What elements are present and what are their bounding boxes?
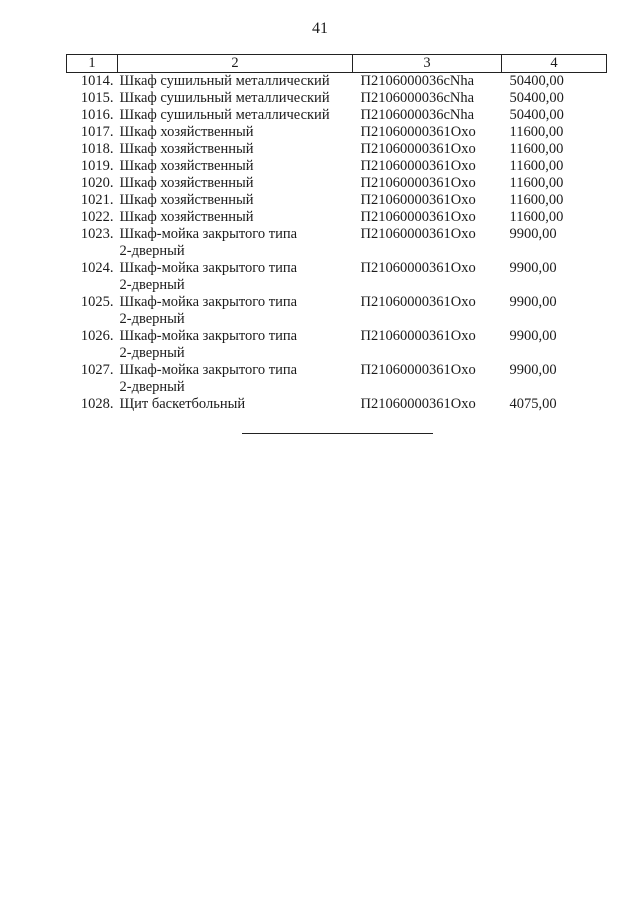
item-price: 11600,00 [509, 124, 564, 140]
row-number: 1022. [80, 209, 114, 225]
item-name-cell [118, 192, 353, 209]
item-name-continuation: 2-дверный [119, 277, 185, 293]
item-price: 9900,00 [509, 328, 557, 344]
inventory-code: П21060000361Oxo [360, 328, 476, 344]
table-body [67, 73, 607, 414]
table-row [67, 158, 607, 175]
item-name-cell [118, 362, 353, 396]
table-row [67, 226, 607, 260]
table-row [67, 294, 607, 328]
item-name-continuation: 2-дверный [119, 345, 185, 361]
item-name: Шкаф хозяйственный [119, 192, 254, 208]
table-row [67, 192, 607, 209]
table-row [67, 209, 607, 226]
table-row [67, 328, 607, 362]
row-number: 1016. [80, 107, 114, 123]
item-name: Шкаф-мойка закрытого типа [119, 362, 298, 378]
item-name-cell [118, 328, 353, 362]
item-name: Шкаф-мойка закрытого типа [119, 328, 298, 344]
table-row [67, 124, 607, 141]
header-col-4: 4 [502, 55, 607, 73]
item-name: Шкаф сушильный металлический [119, 90, 330, 106]
row-number: 1020. [80, 175, 114, 191]
inventory-code: П21060000361Oxo [360, 141, 476, 157]
item-name-cell [118, 209, 353, 226]
item-price: 4075,00 [509, 396, 557, 412]
item-price: 50400,00 [509, 107, 564, 123]
item-price: 9900,00 [509, 294, 557, 310]
row-number: 1018. [80, 141, 114, 157]
table-row [67, 90, 607, 107]
inventory-code: П21060000361Oxo [360, 260, 476, 276]
item-name: Щит баскетбольный [119, 396, 246, 412]
item-name-continuation: 2-дверный [119, 379, 185, 395]
item-price: 11600,00 [509, 141, 564, 157]
item-name-cell [118, 141, 353, 158]
row-number: 1028. [80, 396, 114, 412]
row-number: 1027. [80, 362, 114, 378]
item-price: 11600,00 [509, 192, 564, 208]
table-row [67, 73, 607, 91]
table-row [67, 107, 607, 124]
item-name: Шкаф хозяйственный [119, 175, 254, 191]
item-price: 50400,00 [509, 73, 564, 89]
item-price: 9900,00 [509, 362, 557, 378]
inventory-code: П21060000361Oxo [360, 209, 476, 225]
inventory-code: П2106000036cNha [360, 73, 475, 89]
inventory-code: П21060000361Oxo [360, 294, 476, 310]
item-name-cell [118, 294, 353, 328]
row-number: 1021. [80, 192, 114, 208]
item-name-cell [118, 396, 353, 413]
inventory-code: П2106000036cNha [360, 90, 475, 106]
item-name-continuation: 2-дверный [119, 311, 185, 327]
table-row [67, 141, 607, 158]
row-number: 1026. [80, 328, 114, 344]
row-number: 1019. [80, 158, 114, 174]
item-name-cell [118, 260, 353, 294]
item-price: 11600,00 [509, 158, 564, 174]
item-name-cell [118, 158, 353, 175]
item-price: 9900,00 [509, 226, 557, 242]
row-number: 1024. [80, 260, 114, 276]
item-name: Шкаф хозяйственный [119, 158, 254, 174]
inventory-code: П21060000361Oxo [360, 158, 476, 174]
item-name-cell [118, 107, 353, 124]
table-header [67, 55, 607, 73]
item-price: 50400,00 [509, 90, 564, 106]
item-name-cell [118, 90, 353, 107]
item-name: Шкаф хозяйственный [119, 141, 254, 157]
item-name-cell [118, 226, 353, 260]
row-number: 1023. [80, 226, 114, 242]
inventory-code: П21060000361Oxo [360, 175, 476, 191]
table-row [67, 175, 607, 192]
row-number: 1015. [80, 90, 114, 106]
inventory-code: П21060000361Oxo [360, 362, 476, 378]
row-number: 1017. [80, 124, 114, 140]
item-price: 11600,00 [509, 209, 564, 225]
item-price: 9900,00 [509, 260, 557, 276]
item-name: Шкаф сушильный металлический [119, 107, 330, 123]
end-divider [242, 433, 433, 434]
item-name: Шкаф сушильный металлический [119, 73, 330, 89]
inventory-code: П21060000361Oxo [360, 124, 476, 140]
item-price: 11600,00 [509, 175, 564, 191]
item-name-cell [118, 73, 353, 91]
header-col-2: 2 [118, 55, 353, 73]
header-row [67, 55, 607, 73]
item-name-cell [118, 175, 353, 192]
row-number: 1025. [80, 294, 114, 310]
item-name: Шкаф-мойка закрытого типа [119, 260, 298, 276]
inventory-code: П21060000361Oxo [360, 396, 476, 412]
inventory-code: П21060000361Oxo [360, 192, 476, 208]
table-row [67, 260, 607, 294]
item-name: Шкаф-мойка закрытого типа [119, 294, 298, 310]
inventory-code: П2106000036cNha [360, 107, 475, 123]
inventory-table [66, 54, 607, 413]
header-col-3: 3 [353, 55, 502, 73]
row-number: 1014. [80, 73, 114, 89]
header-col-1: 1 [67, 55, 118, 73]
item-name-cell [118, 124, 353, 141]
inventory-code: П21060000361Oxo [360, 226, 476, 242]
page-number: 41 [312, 20, 328, 37]
item-name-continuation: 2-дверный [119, 243, 185, 259]
item-name: Шкаф-мойка закрытого типа [119, 226, 298, 242]
table-row [67, 362, 607, 396]
table-row [67, 396, 607, 413]
item-name: Шкаф хозяйственный [119, 209, 254, 225]
item-name: Шкаф хозяйственный [119, 124, 254, 140]
